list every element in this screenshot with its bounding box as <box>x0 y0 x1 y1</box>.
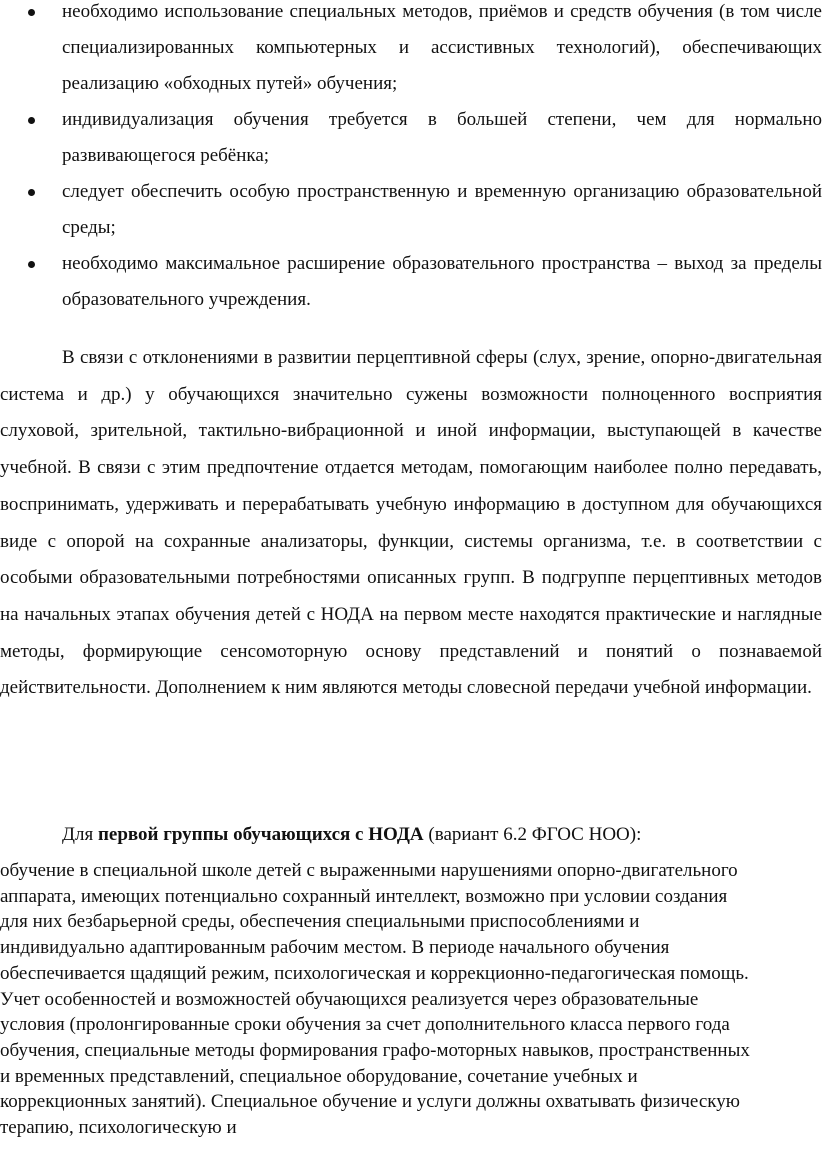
list-item <box>0 246 822 318</box>
bullet-icon <box>28 117 35 124</box>
list-item-line: числе специализированных компьютерных и ассистивных технологий), <box>62 1 822 58</box>
group-heading-suffix: (вариант 6.2 ФГОС НОО): <box>423 824 642 845</box>
main-paragraph: В связи с отклонениями в развитии перцептивной сферы (слух, зрение, опорно-двигательная система и др.) у обучающихся значительно сужены возможности полноценного восприятия слуховой, зрительной, тактильно-вибрационной и иной информации, выступающей в качестве учебной. В связи с этим предпочтение отдается методам, помогающим наиболее полно передавать, воспринимать, удерживать и перерабатывать учебную информацию в доступном для обучающихся виде с опорой на сохранные анализаторы, функции, системы организма, т.е. в соответствии с особыми образовательными потребностями описанных групп. В подгруппе перцептивных методов на начальных этапах обучения детей с НОДА на первом месте находятся практические и наглядные методы, формирующие сенсомоторную основу представлений и понятий о познаваемой действительности. Дополнением к ним являются методы словесной передачи учебной информации. <box>0 347 822 699</box>
paragraph-line: и временных представлений, специальное оборудование, сочетание учебных и <box>0 1065 638 1087</box>
paragraph-line: обучение в специальной школе детей с выраженными нарушениями опорно-двигательного <box>0 860 738 881</box>
paragraph-line: для них безбарьерной среды, обеспечения специальными приспособлениями и <box>0 911 640 933</box>
bullet-icon <box>28 261 35 268</box>
list-item-text <box>62 174 822 246</box>
group-heading-prefix: Для <box>62 824 98 845</box>
paragraph-line: условия (пролонгированные сроки обучения за счет дополнительного класса первого года <box>0 1014 730 1036</box>
list-item <box>0 0 822 102</box>
list-item <box>0 102 822 174</box>
paragraph-line: Учет особенностей и возможностей обучающихся реализуется через образовательные <box>0 988 699 1010</box>
list-item-line: обеспечивающих реализацию «обходных путей» обучения; <box>62 37 822 94</box>
list-item-line: индивидуализация обучения требуется в большей степени, чем для нормально <box>62 109 822 130</box>
list-item-text <box>62 102 822 174</box>
paragraph-line: коррекционных занятий). Специальное обучение и услуги должны охватывать физическую <box>0 1091 740 1113</box>
lower-paragraph <box>0 858 816 1141</box>
list-item-line: образовательной среды; <box>62 181 822 238</box>
list-item-line: развивающегося ребёнка; <box>62 145 270 166</box>
list-item-line: следует обеспечить особую пространственную и временную организацию <box>62 181 680 202</box>
group-heading-bold: первой группы обучающихся с НОДА <box>97 824 424 845</box>
group-heading <box>62 823 641 847</box>
bullet-icon <box>28 189 35 196</box>
paragraph-line: индивидуально адаптированным рабочим местом. В периоде начального обучения <box>0 937 670 959</box>
list-item-line: необходимо использование специальных методов, приёмов и средств обучения (в том <box>62 1 770 22</box>
list-item <box>0 174 822 246</box>
requirements-list <box>0 0 822 318</box>
paragraph-line: аппарата, имеющих потенциально сохранный интеллект, возможно при условии создания <box>0 885 728 907</box>
list-item-line: необходимо максимальное расширение образовательного пространства – выход за <box>62 253 747 274</box>
paragraph-line: терапию, психологическую и <box>0 1117 237 1139</box>
list-item-text <box>62 246 822 318</box>
list-item-text <box>62 0 822 102</box>
bullet-icon <box>28 9 35 16</box>
list-item-line: пределы образовательного учреждения. <box>62 253 822 310</box>
paragraph-line: обучения, специальные методы формирования графо-моторных навыков, пространственных <box>0 1039 750 1061</box>
paragraph-line: обеспечивается щадящий режим, психологическая и коррекционно-педагогическая помощь. <box>0 962 749 984</box>
